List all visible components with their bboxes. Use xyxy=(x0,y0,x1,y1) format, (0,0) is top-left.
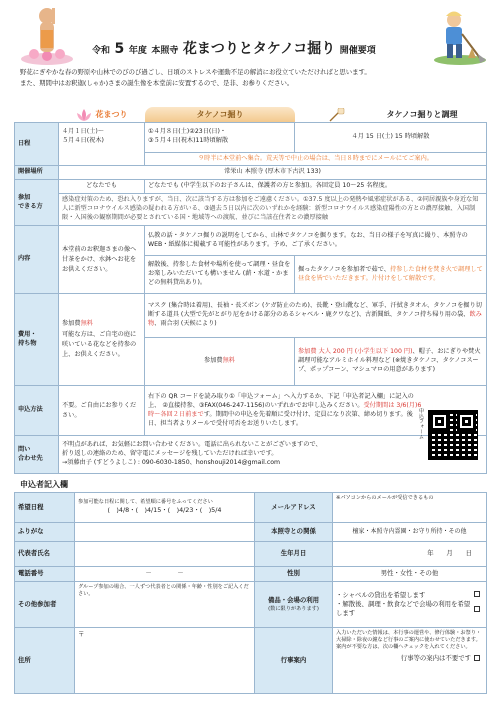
tab-bamboo-label: タケノコ掘り xyxy=(196,110,244,119)
facility-opt-2: ・解散後、調理・飲食などで会場の利用を希望します xyxy=(336,599,471,618)
contact-line-1: 不明点があれば、お気軽にお問い合わせください。電話に出られないことがございますので、 xyxy=(62,441,322,449)
apply-deadline: 受付期間は 3/6(月)6 時～各回２日前まで xyxy=(148,401,422,418)
event-name: 花まつりとタケノコ掘り xyxy=(182,41,336,57)
furigana-field[interactable] xyxy=(75,523,255,542)
buddha-statue-illustration xyxy=(12,4,82,66)
email-field[interactable] xyxy=(333,493,487,523)
application-form xyxy=(14,492,487,694)
fee-bamboo-free: 無料 xyxy=(222,357,235,365)
contact-cell xyxy=(59,436,487,474)
fee-bamboo xyxy=(145,338,295,386)
guide-opt-row[interactable] xyxy=(336,654,483,663)
wish-options: ( )4/8・( )4/15・( )4/23・( )5/4 xyxy=(107,506,222,515)
temple-name: 本照寺 xyxy=(151,46,179,56)
date-bamboo xyxy=(145,122,295,152)
date-bamboo-line-1: ①４月８日(土)②23日(日)・ xyxy=(148,128,227,136)
contact-line-2: 折り返しの連絡のため、留守電にメッセージを残していただければ幸いです。 xyxy=(62,450,278,458)
guide-field xyxy=(333,628,487,694)
name-header: 代表者氏名 xyxy=(15,542,75,567)
shovel-checkbox[interactable] xyxy=(474,591,480,597)
intro-line-2: また、期間中はお釈迦(しゃか)さまの誕生像を本堂前に安置するので、是非、お参りください。 xyxy=(20,78,294,87)
fee-items xyxy=(145,294,487,338)
others-field[interactable] xyxy=(75,582,255,628)
content-cooking-a: 掘ったタケノコを参加者で茹で、 xyxy=(298,265,390,273)
email-note: ※パソコンからのメールが受信できるもの xyxy=(336,495,434,501)
facility-opt-2-row[interactable] xyxy=(336,600,483,619)
date-header: 日程 xyxy=(15,122,59,166)
facility-header xyxy=(255,582,333,628)
birth-field[interactable]: 年 月 日 xyxy=(333,542,487,567)
phone-header: 電話番号 xyxy=(15,567,75,582)
apply-line-1: 右下の QR コードを読み取り①「申込フォーム」へ入力するか、下記「申込者記入欄」に記入の上、 xyxy=(148,392,414,409)
address-field[interactable] xyxy=(75,628,255,694)
fee-flower-free: 無料 xyxy=(80,320,93,328)
tab-cooking-label: タケノコ掘りと調理 xyxy=(386,110,458,119)
guide-opt: 行事等の案内は不要です xyxy=(400,654,471,663)
fee-cooking-rest: 、帽子、おにぎりや焚火調理可能なアルミホイル料理など (※焼きタケノコ、タケノコスープ、ポップコーン、マシュマロの用意があります) xyxy=(298,348,481,374)
who-header: 参加 できる方 xyxy=(15,180,59,226)
year-prefix: 令和 xyxy=(92,46,111,56)
address-header: 住所 xyxy=(15,628,75,694)
guide-note: 入力いただいた情報は、本行事の運営や、修行体験・お祭り・大掃除・除夜の鐘など行事のご案内に使わせていただきます。案内が不要な方は、次の欄へチェックを入れてください。 xyxy=(336,630,482,651)
relation-options[interactable]: 檀家・本照寺内霊園・お守り所持・その他 xyxy=(333,523,487,542)
tab-flower-label: 花まつり xyxy=(95,110,128,119)
venue-value: 常栄山 本照寺 (厚木市下古沢 133) xyxy=(59,166,487,180)
wish-field[interactable] xyxy=(75,493,255,523)
email-header: メールアドレス xyxy=(255,493,333,523)
fee-cooking-cost: 参加費 大人 200 円 (小学生以下 100 円) xyxy=(298,348,413,356)
intro-line-1: 野花にぎやかな春の野原や山林でのびのび過ごし、日頃のストレスや運動不足の解消にお役立ていただければと思います。 xyxy=(20,68,371,76)
wish-note: 参加可能な日程に関して、希望順に番号をふってください xyxy=(78,499,213,506)
contact-line-3: →須藤由子 (すどうよしこ) : 090-6030-1850、honshouji2014@gmail.com xyxy=(62,459,281,467)
apply-line-2: ②直接持参、③FAX(046-247-1156)のいずれかでお申し込みください。 xyxy=(162,401,364,409)
who-flower: どなたでも xyxy=(59,180,145,194)
event-suffix: 開催要項 xyxy=(339,46,376,56)
venue-checkbox[interactable] xyxy=(474,606,480,612)
relation-header: 本照寺との関係 xyxy=(255,523,333,542)
date-flower-line-2: ５月４日(祝木) xyxy=(62,137,104,145)
guide-header: 行事案内 xyxy=(255,628,333,694)
qr-code[interactable] xyxy=(428,410,478,460)
content-header: 内容 xyxy=(15,226,59,294)
content-cooking xyxy=(295,256,487,294)
wish-header: 希望日程 xyxy=(15,493,75,523)
apply-header: 申込方法 xyxy=(15,386,59,436)
postal-mark: 〒 xyxy=(78,630,85,638)
venue-header: 開催場所 xyxy=(15,166,59,180)
name-field[interactable] xyxy=(75,542,255,567)
furigana-header: ふりがな xyxy=(15,523,75,542)
content-cooking-c: 片付けをして解散です。 xyxy=(371,274,440,282)
facility-opt-1: ・シャベルの貸出を希望します xyxy=(336,590,426,599)
facility-opt-1-row[interactable] xyxy=(336,591,483,600)
fee-bamboo-label: 参加費 xyxy=(204,357,223,365)
bamboo-digging-illustration xyxy=(428,8,490,66)
date-note: ９時半に本堂前へ集合。荒天等で中止の場合は、当日８時までにメールにてご案内。 xyxy=(145,152,487,166)
fee-items-drink: 飲み物 xyxy=(148,311,482,328)
content-cooking-b: 持参した食材を焚き火で調理して昼食を皆でいただきます。 xyxy=(298,265,483,282)
fee-header: 費用・ 持ち物 xyxy=(15,294,59,386)
year-suffix: 年度 xyxy=(128,46,147,56)
facility-options xyxy=(333,582,487,628)
page-title xyxy=(92,38,376,58)
others-note: グループ参加の場合、一人ずつ代表者との関係・年齢・性別をご記入ください。 xyxy=(78,584,249,598)
content-bamboo-main: 仏教の話・タケノコ掘りの説明をしてから、山林でタケノコを掘ります。なお、当日の様子を写真に撮り、本照寺の WEB・紙媒体に掲載する可能性があります。予め、ご了承ください。 xyxy=(145,226,487,256)
phone-field[interactable]: － － xyxy=(75,567,255,582)
fee-items-end: 、雨合羽 (天候により) xyxy=(154,320,217,328)
date-bamboo-line-2: ③５月４日(祝木)11時頃解散 xyxy=(148,137,229,144)
fee-flower xyxy=(59,294,145,386)
others-header: その他参加者 xyxy=(15,582,75,628)
apply-flower: 不要。ご自由にお参りください。 xyxy=(59,386,145,436)
contact-header: 問い 合わせ先 xyxy=(15,436,59,474)
guide-checkbox[interactable] xyxy=(474,655,480,661)
form-title: 申込者記入欄 xyxy=(20,480,68,489)
fee-items-text: マスク (集合時は着用)、長袖・長ズボン (ケガ防止のため)、長靴・登山靴など、軍手、汗拭きタオル、タケノコを掘り切断する道具 (大型で先がとがり尼をかける部分のあるシャベル・鹿クワなど)、古新聞紙、タケノコ持ち帰り用の袋、 xyxy=(148,302,482,319)
who-bamboo: どなたでも (中学生以下のお子さんは、保護者の方と参加)。各回定員 10～25 名程度。 xyxy=(145,180,487,194)
birth-header: 生年月日 xyxy=(255,542,333,567)
facility-note: (数に限りがあります) xyxy=(268,605,319,612)
gender-header: 性別 xyxy=(255,567,333,582)
content-flower: 本堂前のお釈迦さまの像へ甘茶をかけ、水鉢へお花をお供えください。 xyxy=(59,226,145,294)
date-cooking: ４月 15 日(土) 15 時頃解散 xyxy=(295,122,487,152)
apply-line-3: す。期間中の申込を先着順に受け付け、定員になり次第、締め切ります。後日、担当者よりメールで受付可否をお送りいたします。 xyxy=(148,410,413,427)
fee-flower-label: 参加費 xyxy=(62,320,81,328)
content-bamboo-sub: 解散後、持参した食材や場所を使って調理・昼食をお楽しみいただいても構いません (薪・水道・かまどの無料貸出あり)。 xyxy=(145,256,295,294)
intro-text xyxy=(20,67,490,89)
fee-cooking xyxy=(295,338,487,386)
who-note: 感染症対策のため、恐れ入りますが、当日、次に該当する方は参加をご遠慮ください。①37.5 度以上の発熱や風邪症状がある、②同居親族や身近な知人に新型コロナウイルス感染の疑われる方がいる、③過去５日以内に次のいずれかを経験：新型コロナウイルス感染症陽性の方との濃厚接触、入国制限・入国後の観察期間が必要とされている国・地域等への渡航、並びに当該在住者との濃厚接触 xyxy=(59,194,487,226)
fee-flower-note: 可能な方は、ご自宅の庭に咲いている花などを持参の上、お供えください。 xyxy=(62,330,137,359)
date-flower xyxy=(59,122,145,152)
year-number: 5 xyxy=(114,41,125,57)
qr-caption: 申込フォーム xyxy=(418,408,424,440)
facility-label: 備品・会場の利用 xyxy=(267,596,320,605)
date-flower-line-1: ４月１日(土)～ xyxy=(62,128,104,136)
gender-options[interactable]: 男性・女性・その他 xyxy=(333,567,487,582)
